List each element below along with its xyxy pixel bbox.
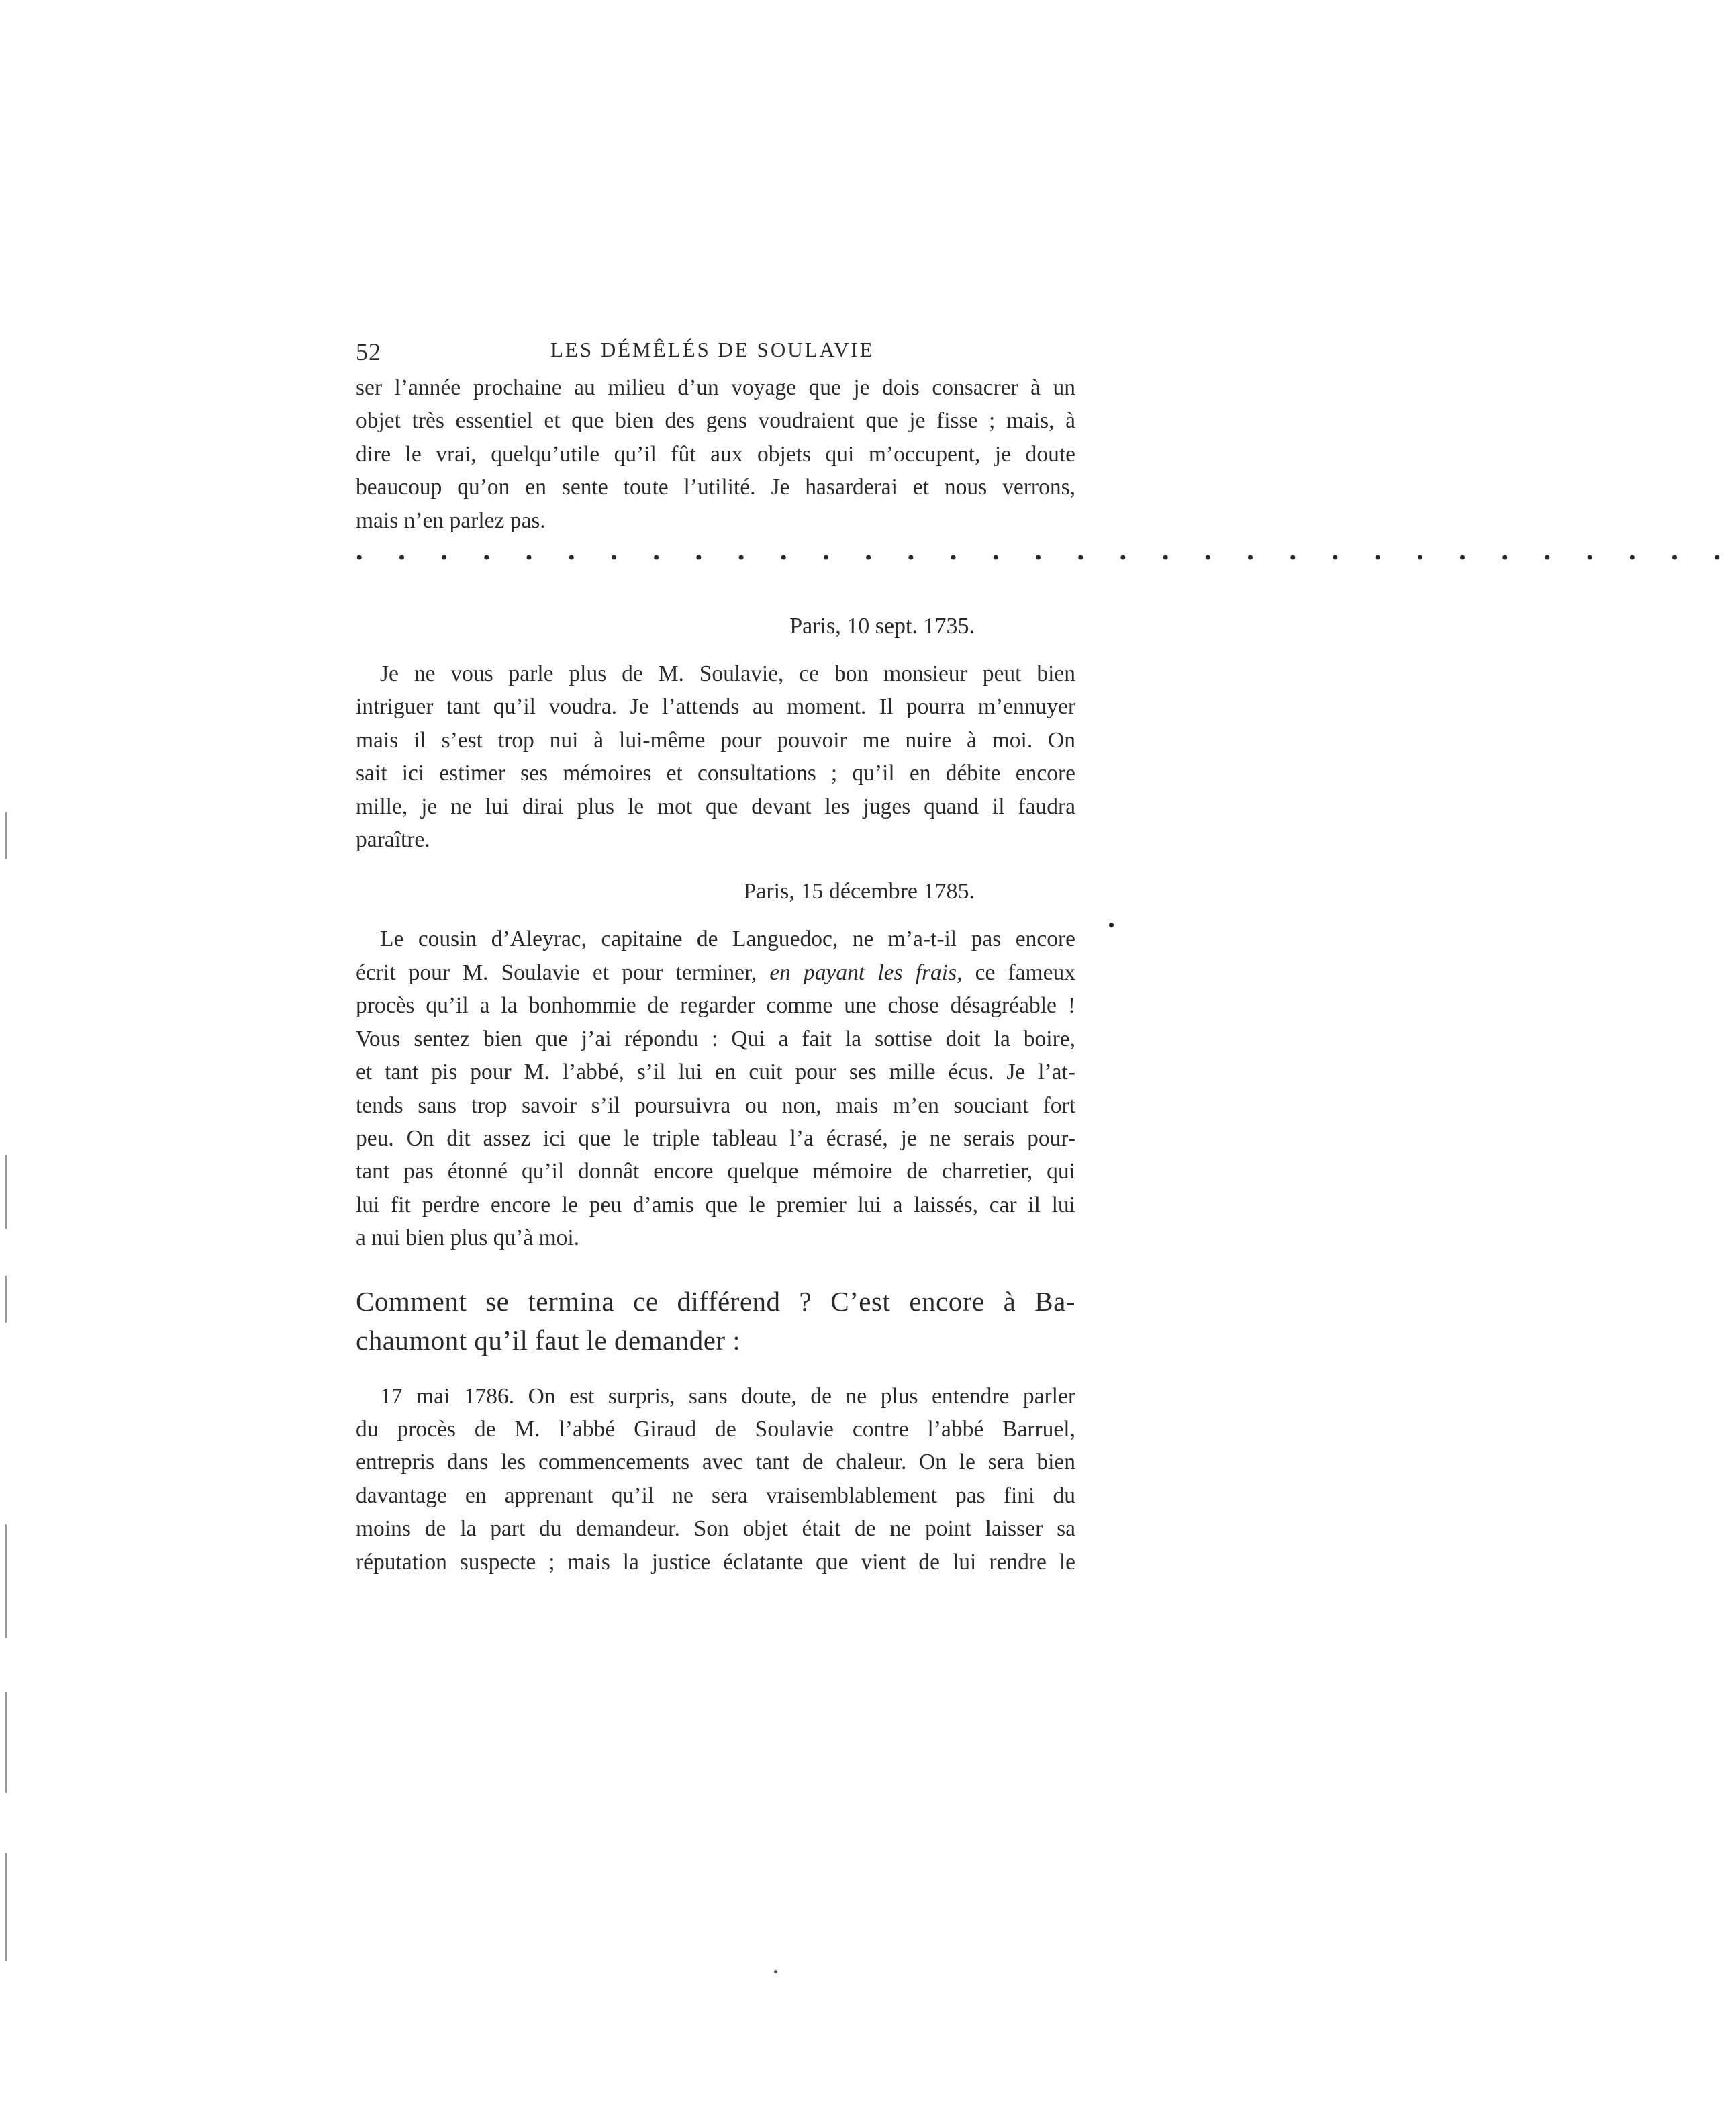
text-line: peu. On dit assez ici que le triple tableau l’a écrasé, je ne serais pour-: [356, 1125, 1075, 1151]
scan-edge-mark: [5, 1524, 7, 1638]
text-line: beaucoup qu’on en sente toute l’utilité. Je hasarderai et nous verrons,: [356, 475, 1075, 500]
text-line: réputation suspecte ; mais la justice éclatante que vient de lui rendre le: [356, 1549, 1075, 1575]
text-line: tends sans trop savoir s’il poursuivra ou non, mais m’en souciant fort: [356, 1092, 1075, 1118]
book-page: [356, 332, 1736, 1579]
dateline-2: Paris, 15 décembre 1785.: [743, 879, 975, 904]
text-line: a nui bien plus qu’à moi.: [356, 1225, 580, 1251]
page-number: 52: [356, 338, 381, 365]
running-head: LES DÉMÊLÉS DE SOULAVIE: [550, 338, 875, 361]
text-run: écrit pour M. Soulavie et pour terminer,: [356, 960, 770, 985]
section-lead-paragraph: [356, 1282, 1075, 1360]
text-run: , ce fameux: [957, 960, 1075, 985]
scan-edge-mark: [5, 1692, 7, 1793]
text-line: tant pas étonné qu’il donnât encore quelque mémoire de charretier, qui: [356, 1159, 1075, 1184]
text-line: mais n’en parlez pas.: [356, 508, 546, 533]
text-line: Je ne vous parle plus de M. Soulavie, ce bon monsieur peut bien: [380, 661, 1075, 687]
text-line: ser l’année prochaine au milieu d’un voyage que je dois consacrer à un: [356, 375, 1075, 400]
text-line: moins de la part du demandeur. Son objet était de ne point laisser sa: [356, 1516, 1075, 1542]
text-line: paraître.: [356, 827, 430, 853]
text-line: Vous sentez bien que j’ai répondu : Qui a fait la sottise doit la boire,: [356, 1026, 1075, 1052]
scan-edge-mark: [5, 1853, 7, 1961]
ellipsis-separator: • • • • • • • • • • • • • • • • • • • • • • • • • • • • • • • • •: [356, 547, 1736, 569]
dateline-1: Paris, 10 sept. 1735.: [789, 614, 975, 639]
text-line: davantage en apprenant qu’il ne sera vraisemblablement pas fini du: [356, 1483, 1075, 1508]
text-line: et tant pis pour M. l’abbé, s’il lui en cuit pour ses mille écus. Je l’at-: [356, 1060, 1075, 1085]
text-line: mais il s’est trop nui à lui-même pour pouvoir me nuire à moi. On: [356, 727, 1075, 753]
text-line: Le cousin d’Aleyrac, capitaine de Languedoc, ne m’a-t-il pas encore: [380, 927, 1075, 952]
text-line: procès qu’il a la bonhommie de regarder comme une chose désagréable !: [356, 993, 1075, 1019]
paragraph-2: [356, 657, 1075, 856]
text-line: du procès de M. l’abbé Giraud de Soulavie contre l’abbé Barruel,: [356, 1416, 1075, 1442]
text-line: entrepris dans les commencements avec tant de chaleur. On le sera bien: [356, 1450, 1075, 1475]
paragraph-4: [356, 1380, 1075, 1579]
page-header: [356, 332, 1075, 373]
lead-line: chaumont qu’il faut le demander :: [356, 1324, 741, 1356]
text-line: 17 mai 1786. On est surpris, sans doute, de ne plus entendre parler: [380, 1383, 1075, 1409]
text-line: objet très essentiel et que bien des gens voudraient que je fisse ; mais, à: [356, 408, 1075, 434]
scan-edge-mark: [5, 812, 7, 859]
scan-edge-mark: [5, 1276, 7, 1323]
scan-edge-mark: [5, 1155, 7, 1229]
text-line-with-italic: [356, 956, 1075, 989]
text-line: dire le vrai, quelqu’utile qu’il fût aux objets qui m’occupent, je doute: [356, 441, 1075, 467]
paragraph-1: [356, 371, 1075, 537]
text-line: mille, je ne lui dirai plus le mot que devant les juges quand il faudra: [356, 794, 1075, 819]
scan-speck: [1109, 923, 1114, 927]
text-line: intriguer tant qu’il voudra. Je l’attends au moment. Il pourra m’ennuyer: [356, 694, 1075, 720]
lead-line: Comment se termina ce différend ? C’est encore à Ba-: [356, 1285, 1075, 1317]
text-line: lui fit perdre encore le peu d’amis que le premier lui a laissés, car il lui: [356, 1192, 1075, 1217]
paragraph-3: [356, 923, 1075, 1254]
text-line: sait ici estimer ses mémoires et consultations ; qu’il en débite encore: [356, 761, 1075, 786]
italic-phrase: en payant les frais: [769, 960, 957, 985]
scan-speck: [774, 1970, 777, 1973]
